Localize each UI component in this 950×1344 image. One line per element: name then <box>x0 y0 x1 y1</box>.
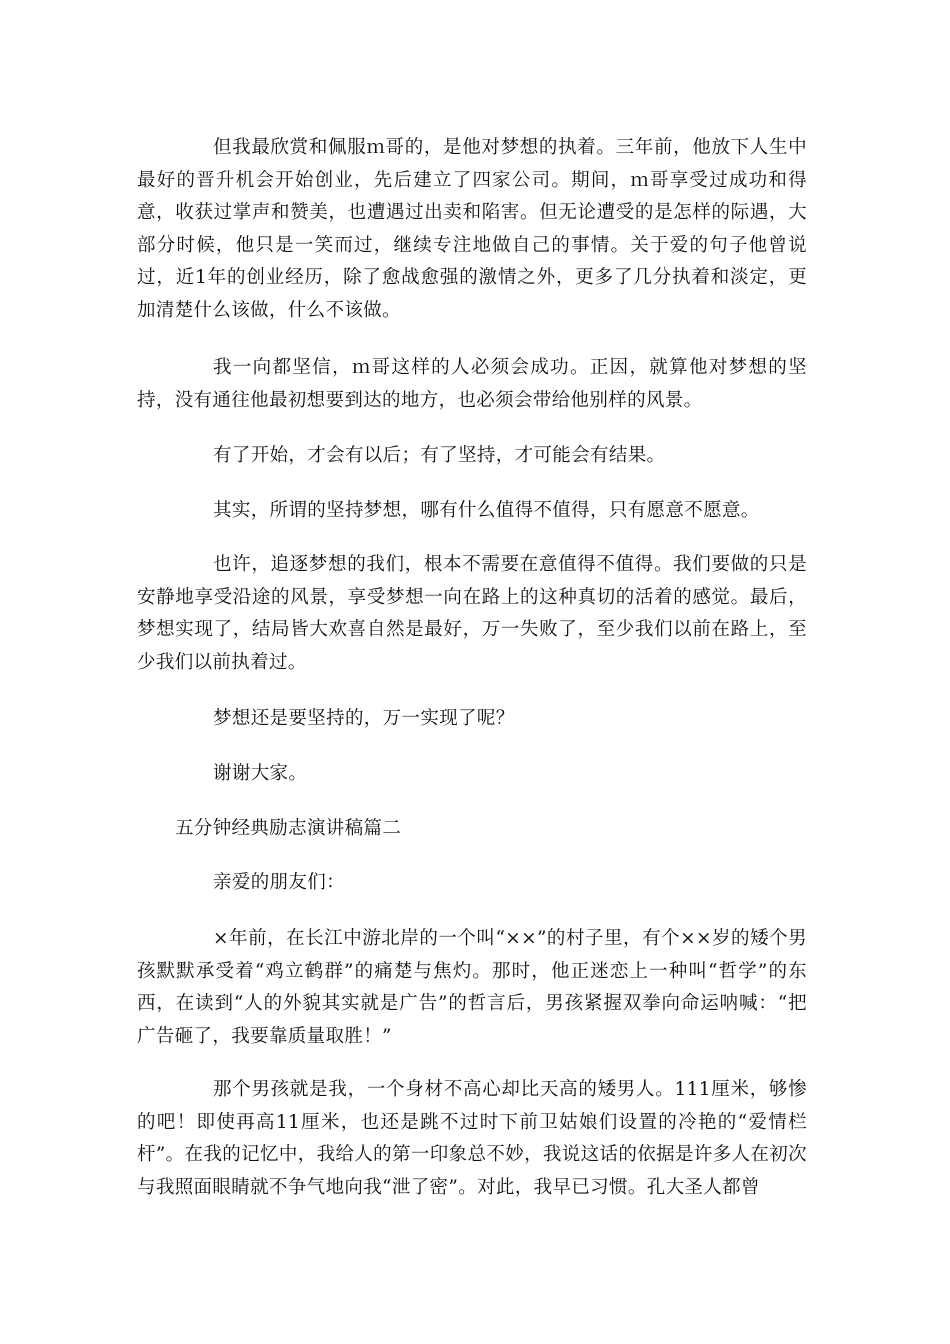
paragraph-chasing-dreams: 也许，追逐梦想的我们，根本不需要在意值得不值得。我们要做的只是安静地享受沿途的风景，享受梦想一向在路上的这种真切的活着的感觉。最后，梦想实现了，结局皆大欢喜自然是最好，万一失败了，至少我们以前在路上，至少我们以前执着过。 <box>137 554 807 673</box>
paragraph-keep-dreaming: 梦想还是要坚持的，万一实现了呢？ <box>213 708 515 729</box>
paragraph-short-man: 那个男孩就是我，一个身材不高心却比天高的矮男人。111厘米，够惨的吧！即使再高11厘米，也还是跳不过时下前卫姑娘们设置的冷艳的“爱情栏杆”。在我的记忆中，我给人的第一印象总不妙，我说这话的依据是许多人在初次与我照面眼睛就不争气地向我“泄了密”。对此，我早已习惯。孔大圣人都曾 <box>137 1079 807 1198</box>
paragraph-dream-persistence: 但我最欣赏和佩服ｍ哥的，是他对梦想的执着。三年前，他放下人生中最好的晋升机会开始创业，先后建立了四家公司。期间，ｍ哥享受过成功和得意，收获过掌声和赞美，也遭遇过出卖和陷害。但无论遭受的是怎样的际遇，大部分时候，他只是一笑而过，继续专注地做自己的事情。关于爱的句子他曾说过，近1年的创业经历，除了愈战愈强的激情之外，更多了几分执着和淡定，更加清楚什么该做，什么不该做。 <box>137 137 807 321</box>
paragraph-greeting: 亲爱的朋友们： <box>213 872 345 893</box>
paragraph-childhood-story: ×年前，在长江中游北岸的一个叫“××”的村子里，有个××岁的矮个男孩默默承受着“鸡立鹤群”的痛楚与焦灼。那时，他正迷恋上一种叫“哲学”的东西，在读到“人的外貌其实就是广告”的哲言后，男孩紧握双拳向命运呐喊：“把广告砸了，我要靠质量取胜！” <box>137 928 807 1047</box>
paragraph-belief: 我一向都坚信，ｍ哥这样的人必须会成功。正因，就算他对梦想的坚持，没有通往他最初想要到达的地方，也必须会带给他别样的风景。 <box>137 357 807 411</box>
paragraph-worth-it: 其实，所谓的坚持梦想，哪有什么值得不值得，只有愿意不愿意。 <box>213 500 760 521</box>
paragraph-start-and-persist: 有了开始，才会有以后；有了坚持，才可能会有结果。 <box>213 445 666 466</box>
paragraph-thanks: 谢谢大家。 <box>213 763 308 784</box>
section-heading: 五分钟经典励志演讲稿篇二 <box>175 818 402 839</box>
